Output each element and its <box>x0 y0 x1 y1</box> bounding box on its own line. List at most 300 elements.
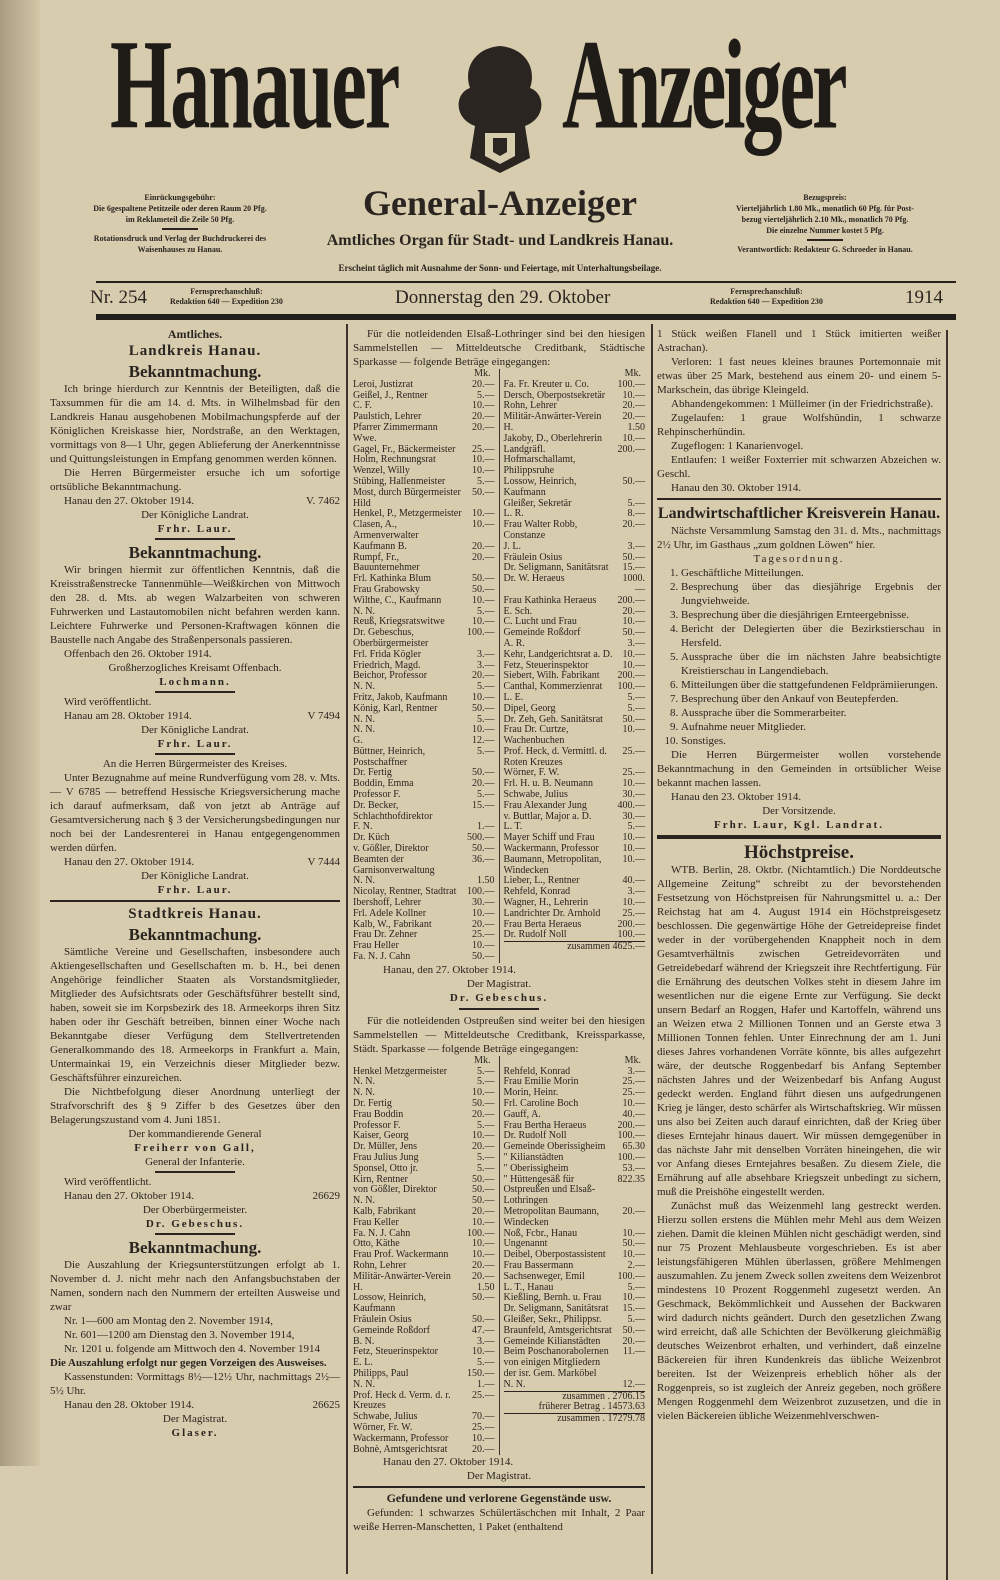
donation-row <box>504 650 646 661</box>
donations-table-east-prussia <box>353 1056 645 1455</box>
donation-row <box>353 628 495 650</box>
agenda-item: 5. Aussprache über die im nächsten Jahre beabsichtigte Kreistierschau in Langendiebach. <box>681 650 941 678</box>
donation-amount: 10.— <box>472 454 495 466</box>
donor-name: Frau Emilie Morin <box>503 1076 579 1088</box>
donation-amount: 20.— <box>622 1335 645 1347</box>
donation-amount: 20.— <box>472 1108 495 1120</box>
agenda-item: 8. Aussprache über die Sommerarbeiter. <box>681 706 941 720</box>
donation-amount: 10.— <box>472 1087 495 1099</box>
donation-amount: 50.— <box>472 1195 495 1207</box>
donation-amount: 30.— <box>622 789 645 801</box>
donation-amount: 100.— <box>467 627 495 639</box>
verein-signature: Frhr. Laur, Kgl. Landrat. <box>714 819 884 831</box>
donor-name: Dr. Rudolf Noll <box>503 929 567 941</box>
donor-name: H. <box>353 1281 363 1293</box>
donation-row <box>353 855 495 877</box>
donor-name: Gleißer, Sekretär <box>503 497 572 509</box>
donor-name: N. N. <box>353 1378 375 1390</box>
donor-name: " Oberissigheim <box>503 1162 569 1174</box>
donor-name: Pfarrer Zimmermann Wwe. <box>353 421 438 444</box>
organ-line: Amtliches Organ für Stadt- und Landkreis Hanau. <box>326 232 674 249</box>
donor-name: N. N. <box>353 724 375 736</box>
donor-name: Professor F. <box>353 1119 401 1131</box>
donation-row <box>353 747 495 769</box>
donor-name: Wörner, Fr. W. <box>353 1421 413 1433</box>
divider <box>155 1233 235 1235</box>
donation-row <box>504 930 646 941</box>
notice-date: Offenbach den 26. Oktober 1914. <box>64 648 212 660</box>
donation-row <box>504 1272 646 1283</box>
column-donations <box>353 327 645 1534</box>
donation-row <box>353 1218 495 1229</box>
column-rule <box>651 324 653 1574</box>
donation-row <box>504 855 646 877</box>
donation-amount: 5.— <box>477 681 495 693</box>
donation-row <box>504 520 646 542</box>
notice-signature: Freiherr von Gall, <box>134 1142 256 1154</box>
donations-signature: Dr. Gebeschus. <box>449 991 549 1004</box>
donor-name: Noß, Fcbr., Hanau <box>503 1227 578 1239</box>
donor-name: E. Sch. <box>503 605 533 617</box>
donation-amount: 1.— <box>477 1378 495 1390</box>
notice-office: Der kommandierende General <box>128 1128 262 1140</box>
donation-amount: 100.— <box>467 1227 495 1239</box>
issue-row <box>90 287 960 313</box>
notice-paragraph: Sämtliche Vereine und Gesellschaften, insbesondere auch Aktiengesellschaften und Gesellschaften m. b. H., bei denen Angehörige feindlicher Staaten als Vorstandsmitglieder, Mitglieder des Aufsichtsrats oder Geschäftsführer bestellt sind, haben, soweit sie im Korpsbezirk des 18. Armeekorps ihren Sitz haben oder ihr Geschäft betreiben, binnen einer Woche nach Bekanntgabe dieser Verfügung dem Stellvertretenden Generalkommando des 18. Armeekorps in Frankfurt a. Main, Untermainkai 19, ein Verzeichnis dieser Mitglieder bezw. Geschäftsführer einzureichen. <box>50 946 340 1084</box>
divider <box>657 835 941 839</box>
donation-amount: 20.— <box>622 411 645 423</box>
title-hanauer: Hanauer <box>110 15 399 157</box>
lost-found-item: 1 Stück weißen Flanell und 1 Stück imitierten weißer Astrachan). <box>657 328 941 354</box>
donation-row <box>504 412 646 423</box>
donation-amount: 20.— <box>472 1259 495 1271</box>
donation-amount: 10.— <box>622 1227 645 1239</box>
donor-name: N. N. <box>353 1195 375 1207</box>
notice-date: Hanau den 27. Oktober 1914. <box>64 856 195 868</box>
donation-amount: 5.— <box>627 1313 645 1325</box>
verein-intro: Nächste Versammlung Samstag den 31. d. Mts., nachmittags 2½ Uhr, im Gasthaus „zum goldnen Löwen“ hier. <box>657 525 941 551</box>
notice-paragraph: Die Herren Bürgermeister ersuche ich um sofortige ortsübliche Bekanntmachung. <box>50 467 340 493</box>
coat-of-arms-icon <box>445 38 555 178</box>
donation-row <box>504 1164 646 1175</box>
donor-name: Kalb, Fabrikant <box>353 1205 416 1217</box>
donation-amount: 8.— <box>627 508 645 520</box>
verein-date: Hanau den 23. Oktober 1914. <box>671 791 802 803</box>
unit-label: Mk. <box>624 368 641 379</box>
donation-amount: 100.— <box>467 886 495 898</box>
donation-amount: 25.— <box>622 907 645 919</box>
notice-note: Die Auszahlung erfolgt nur gegen Vorzeigen des Ausweises. <box>50 1357 327 1369</box>
lost-found-item: Abhandengekommen: 1 Mülleimer (in der Friedrichstraße). <box>671 398 934 410</box>
notice-paragraph: Die Nichtbefolgung dieser Anordnung unterliegt der Strafvorschrift des § 9 Ziffer b des Gesetzes über den Belagerungszustand vom 4. Juni 1851. <box>50 1086 340 1126</box>
donations-total: zusammen . 17279.78 <box>504 1413 646 1425</box>
notice-signature: Frhr. Laur. <box>157 884 233 896</box>
donation-amount: 10.— <box>622 843 645 855</box>
notice-addressee: An die Herren Bürgermeister des Kreises. <box>102 758 288 770</box>
donation-amount: 200.— <box>617 443 645 455</box>
donor-name: Frau Heller <box>353 940 399 952</box>
donation-amount: 10.— <box>622 389 645 401</box>
donation-amount: 25.— <box>472 1421 495 1433</box>
advert-rate-line: im Reklameteil die Zeile 50 Pfg. <box>125 215 235 224</box>
donor-name: Frl. Frida Kögler <box>353 648 422 660</box>
donations-total: zusammen 4625.— <box>504 941 646 953</box>
donation-amount: 200.— <box>617 670 645 682</box>
issue-number: Nr. 254 <box>90 287 147 308</box>
donor-name: Kalb, W., Fabrikant <box>353 918 432 930</box>
donation-amount: 25.— <box>622 767 645 779</box>
donation-amount: 100.— <box>617 929 645 941</box>
divider <box>96 281 956 283</box>
donor-name: Professor F. <box>353 789 401 801</box>
donor-name: Boddin, Emma <box>353 778 414 790</box>
donation-row <box>504 499 646 510</box>
advert-rates-heading: Einrückungsgebühr: <box>144 193 216 202</box>
donor-name: N. N. <box>353 681 375 693</box>
donor-name: Philipps, Paul <box>353 1367 409 1379</box>
donation-row <box>353 1293 495 1315</box>
agenda-title: Tagesordnung. <box>753 553 845 565</box>
notice-date: Hanau den 27. Oktober 1914. <box>64 495 195 507</box>
printer-line: Waisenhauses zu Hanau. <box>137 245 223 254</box>
title-anzeiger: Anzeiger <box>562 15 845 157</box>
donor-name: L. R. <box>503 508 524 520</box>
donor-name: Landrichter Dr. Arnhold <box>503 907 601 919</box>
donation-row <box>504 812 646 823</box>
subscription-heading: Bezugspreis: <box>803 193 847 202</box>
divider <box>96 314 956 320</box>
donor-name: Dr. Gebeschus, Oberbürgermeister <box>353 627 429 649</box>
donation-amount: 100.— <box>617 681 645 693</box>
donation-row <box>504 434 646 445</box>
donation-row <box>504 542 646 553</box>
donor-name: Fa. N. J. Cahn <box>353 951 411 963</box>
donation-amount: 5.— <box>627 821 645 833</box>
donor-name: Rehfeld, Konrad <box>503 1065 571 1077</box>
phone-label: Fernsprechanschluß: <box>190 287 263 296</box>
donor-name: Frl. Adele Kollner <box>353 907 427 919</box>
donor-name: Henkel Metzgermeister <box>353 1065 448 1077</box>
donor-name: Schwabe, Julius <box>503 789 568 801</box>
donor-name: Fa. N. J. Cahn <box>353 1227 411 1239</box>
donation-amount: 50.— <box>472 1098 495 1110</box>
donor-name: Fräulein Osius <box>353 1313 412 1325</box>
donation-amount: 15.— <box>622 1303 645 1315</box>
donation-amount: 3.— <box>477 659 495 671</box>
donation-amount: 10.— <box>622 659 645 671</box>
agenda-list <box>657 566 941 748</box>
notice-office: Der Königliche Landrat. <box>141 509 249 521</box>
donor-name: Büttner, Heinrich, Postschaffner <box>353 745 426 768</box>
donation-amount: 5.— <box>477 1076 495 1088</box>
donor-name: Frau Grabowsky <box>353 583 420 595</box>
donation-amount: 1.— <box>477 821 495 833</box>
divider <box>155 538 235 540</box>
donation-amount: 5.— <box>627 691 645 703</box>
unit-label: Mk. <box>474 368 491 379</box>
divider <box>155 691 235 693</box>
donor-name: Geißel, J., Rentner <box>353 389 428 401</box>
donation-row <box>353 542 495 553</box>
notice-date: Hanau am 28. Oktober 1914. <box>64 710 192 722</box>
donor-name: Frau Dr. Zehner <box>353 929 418 941</box>
divider <box>162 228 198 230</box>
donor-name: Stübing, Hallenmeister <box>353 475 446 487</box>
stadtkreis-heading: Stadtkreis Hanau. <box>128 906 262 922</box>
donation-amount: 200.— <box>617 594 645 606</box>
lost-found-heading: Gefundene und verlorene Gegenstände usw. <box>386 1491 612 1506</box>
notice-heading: Bekanntmachung. <box>128 1238 262 1257</box>
donor-name: Wilthe, C., Kaufmann <box>353 594 442 606</box>
verein-closing: Die Herren Bürgermeister wollen vorstehende Bekanntmachung in den Gemeinden in ortsüblicher Weise bekannt machen lassen. <box>657 749 941 789</box>
donation-amount: 3.— <box>627 886 645 898</box>
donation-amount: 50.— <box>472 702 495 714</box>
donor-name: Deibel, Oberpostassistent <box>503 1249 606 1261</box>
donation-row <box>353 704 495 715</box>
donation-amount: 30.— <box>622 810 645 822</box>
donor-name: Dr. Seligmann, Sanitätsrat <box>503 1303 609 1315</box>
published-note: Wird veröffentlicht. <box>64 696 152 708</box>
donation-amount: 20.— <box>472 540 495 552</box>
editor-line: Verantwortlich: Redakteur G. Schroeder in Hanau. <box>737 245 913 254</box>
donation-amount: 25.— <box>472 929 495 941</box>
notice-office: Großherzogliches Kreisamt Offenbach. <box>108 662 282 674</box>
donor-name: Militär-Anwärter-Verein <box>353 1270 451 1282</box>
notice-date: Hanau den 27. Oktober 1914. <box>64 1190 195 1202</box>
donor-name: Kehr, Landgerichtsrat a. D. <box>503 648 613 660</box>
column-official <box>50 327 340 1440</box>
donation-amount: 50.— <box>472 843 495 855</box>
donor-name: " Kilianstädten <box>503 1152 564 1163</box>
donor-name: Fetz, Steuerinspektor <box>503 659 589 671</box>
donation-amount: 10.— <box>622 832 645 844</box>
donation-row <box>353 1110 495 1121</box>
donation-row <box>353 801 495 823</box>
donor-name: Paulstich, Lehrer <box>353 411 422 423</box>
donation-amount: 100.— <box>617 1130 645 1142</box>
notice-rank: General der Infanterie. <box>145 1156 245 1168</box>
donation-amount: 2.— <box>627 1259 645 1271</box>
payment-schedule-line: Nr. 601—1200 am Dienstag den 3. November 1914, <box>64 1329 295 1341</box>
donor-name: Ibershoff, Lehrer <box>353 897 422 909</box>
donor-name: Ungenannt <box>503 1238 548 1250</box>
donor-name: J. L. <box>503 540 521 552</box>
donation-row <box>353 1434 495 1445</box>
donor-name: Dr. Seligmann, Sanitätsrat <box>503 562 609 574</box>
published-note: Wird veröffentlicht. <box>64 1176 152 1188</box>
donor-name: Clasen, A., Armenverwalter <box>353 519 419 541</box>
donation-amount: 50.— <box>472 1292 495 1304</box>
verein-heading: Landwirtschaftlicher Kreisverein Hanau. <box>657 505 941 522</box>
donor-name: Henkel, P., Metzgermeister <box>353 508 462 520</box>
donation-row <box>504 682 646 693</box>
donor-name: N. N. <box>353 1087 375 1099</box>
donation-amount: 50.— <box>472 486 495 498</box>
notice-office: Der Oberbürgermeister. <box>142 1204 248 1216</box>
notice-paragraph: Unter Bezugnahme auf meine Rundverfügung vom 28. v. Mts. — V 6785 — betreffend Hessische Kriegsversicherung mache ich darauf aufmerksam, daß von jetzt ab Anträge auf Gesamtversicherung nach § 3 der Versicherungsbedingungen nur noch bei der Landesrenterei in Hanau entgegengenommen werden dürfen. <box>50 772 340 854</box>
divider <box>155 1171 235 1173</box>
notice-signature: Glaser. <box>171 1427 219 1439</box>
donor-name: N. N. <box>353 713 375 725</box>
donation-row <box>353 650 495 661</box>
donor-name: G. <box>353 735 363 747</box>
donation-amount: 1000.— <box>622 573 645 595</box>
notice-heading: Bekanntmachung. <box>128 362 262 381</box>
donor-name: Kaufmann B. <box>353 540 407 552</box>
donor-name: Holm, Rechnungsrat <box>353 454 436 466</box>
donor-name: Frau Prof. Wackermann <box>353 1249 449 1261</box>
donation-amount: 1.50 <box>477 875 495 887</box>
lost-found-date: Hanau den 30. Oktober 1914. <box>671 482 802 494</box>
donation-row <box>504 574 646 596</box>
donation-amount: 10.— <box>472 907 495 919</box>
donor-name: Kaiser, Georg <box>353 1130 409 1142</box>
notice-ref: V 7444 <box>307 856 340 868</box>
donation-row <box>353 1380 495 1391</box>
donor-name: N. N. <box>353 605 375 617</box>
subtitle: General-Anzeiger <box>363 183 637 223</box>
prices-heading: Höchstpreise. <box>744 842 854 863</box>
donor-name: L. T. <box>503 821 523 833</box>
phone-left <box>170 287 283 307</box>
donation-amount: 50.— <box>622 713 645 725</box>
donation-row <box>353 1445 495 1456</box>
donor-name: Rehfeld, Konrad <box>503 886 571 898</box>
donor-name: F. N. <box>353 821 373 833</box>
donation-amount: 15.— <box>622 562 645 574</box>
donor-name: Gemeinde Roßdorf <box>353 1324 430 1336</box>
agenda-item: 2. Besprechung über das diesjährige Ergebnis der Jungviehweide. <box>681 580 941 608</box>
landkreis-heading: Landkreis Hanau. <box>128 343 262 359</box>
agenda-item: 1. Geschäftliche Mitteilungen. <box>681 566 941 580</box>
donor-name: Gleißer, Sekr., Philippsr. <box>503 1313 602 1325</box>
donation-amount: 200.— <box>617 1119 645 1131</box>
verein-office: Der Vorsitzende. <box>762 805 836 817</box>
donor-name: Dr. Fertig <box>353 1098 392 1110</box>
donor-name: Bohnè, Amtsgerichtsrat <box>353 1443 448 1455</box>
donor-name: König, Karl, Rentner <box>353 702 438 714</box>
donor-name: Fräulein Osius <box>503 551 563 563</box>
prices-paragraph: WTB. Berlin, 28. Oktbr. (Nichtamtlich.) Die Norddeutsche Allgemeine Zeitung“ schreibt zu der bevorstehenden Festsetzung von Höchstpreisen für Nahrungsmittel u. a.: Der Reichstag hat am 4. August 1914 ein Höchstpreisgesetz beschlossen. Die gegenwärtige Höhe der Getreidepreise findet weder in der vorübergehenden Knappheit noch in dem Gesamtverhältnis zwischen Getreidevorräten und Getreidebedarf während der Kriegszeit ihre Rechtfertigung. Für die Ernährung des deutschen Volkes steht in diesem Jahre im wesentlichen nur die eigene Ernte zur Verfügung. Sie deckt unsern Bedarf an Roggen, Hafer und Kartoffeln, während uns an Weizen etwa 2 Millionen Tonnen und an Gerste etwa 3 Millionen Tonnen fehlen. Unter Einrechnung der am 1. Juni dieses Jahres vorhandenen Vorräte könnte, bis alles aufgezehrt wäre, der deutsche Roggenbedarf bis Anfang September nächsten Jahres und der Weizenbedarf bis Anfang August gedeckt werden. England führt diesen uns aufgedrungenen Krieg je länger, desto schärfer als Wirtschaftskrieg. Wir müssen uns also bei Zeiten auch darauf einrichten, daß der Krieg über dieses Erntejahr hinaus dauert. Wir müssen demgegenüber in das nächste Jahr mit denselben Vorräten hineingehen, die wir vor Anfang dieses Erntejahres besaßen. Zu diesem Ziele, die Ernährung auf alle absehbare Kriegszeit unbedingt zu sichern, muß die Preishöhe eingestellt werden. <box>657 864 941 1198</box>
section-heading: Amtliches. <box>167 327 223 341</box>
donation-amount: 3.— <box>477 648 495 660</box>
donation-amount: 5.— <box>477 1065 495 1077</box>
donor-name: Metropolitan Baumann, Windecken <box>503 1205 600 1228</box>
donation-amount: 10.— <box>472 508 495 520</box>
donor-name: B. N. <box>353 1335 375 1347</box>
donor-name: Most, durch Bürgermeister Hild <box>353 486 461 509</box>
lost-found-item: Zugeflogen: 1 Kanarienvogel. <box>671 440 804 452</box>
donation-row <box>504 477 646 499</box>
divider <box>353 1486 645 1488</box>
donor-name: N. N. <box>503 1378 526 1390</box>
donation-amount: 50.— <box>622 627 645 639</box>
donor-name: Mayer Schiff und Frau <box>503 832 595 844</box>
donor-name: Reuß, Kriegsratswitwe <box>353 616 445 628</box>
donor-name: Sponsel, Otto jr. <box>353 1162 419 1174</box>
donor-name: N. N. <box>353 875 375 887</box>
donor-name: Rumpf, Fr., Bauunternehmer <box>353 551 420 574</box>
donations-office: Der Magistrat. <box>466 1470 532 1483</box>
donation-amount: 10.— <box>622 897 645 909</box>
donation-amount: 53.— <box>622 1162 645 1174</box>
donor-name: Gemeinde Oberissigheim <box>503 1141 606 1153</box>
agenda-item: 3. Besprechung über die diesjährigen Ernteergebnisse. <box>681 608 941 622</box>
advert-rate-line: Die 6gespaltene Petitzeile oder deren Raum 20 Pfg. <box>93 204 267 213</box>
notice-signature: Dr. Gebeschus. <box>145 1218 245 1230</box>
donations-date: Hanau, den 27. Oktober 1914. <box>383 963 516 976</box>
donor-name: Dr. Rudolf Noll <box>503 1130 567 1142</box>
donation-row <box>353 1164 495 1175</box>
notice-heading: Bekanntmachung. <box>128 925 262 944</box>
donation-amount: 5.— <box>477 1162 495 1174</box>
unit-label: Mk. <box>624 1054 641 1066</box>
notice-ref: 26629 <box>312 1190 340 1202</box>
donor-name: Sachsenweger, Emil <box>503 1270 585 1282</box>
donation-amount: 50.— <box>622 1238 645 1250</box>
subscription-line: Vierteljährlich 1.80 Mk., monatlich 60 Pfg. für Post- <box>736 204 914 213</box>
donor-name: von Gößler, Direktor <box>353 1184 437 1196</box>
donor-name: Kießling, Bernh. u. Frau <box>503 1292 602 1304</box>
donation-amount: 50.— <box>622 475 645 487</box>
donation-amount: 10.— <box>622 1292 645 1304</box>
donation-amount: 25.— <box>472 443 495 455</box>
donor-name: A. R. <box>503 637 525 649</box>
donation-amount: 36.— <box>472 853 495 865</box>
donation-amount: 40.— <box>622 875 645 887</box>
column-announcements <box>657 327 941 1423</box>
donation-amount: 10.— <box>472 1249 495 1261</box>
donation-amount: 50.— <box>472 951 495 963</box>
notice-signature: Lochmann. <box>159 676 231 688</box>
notice-date: Hanau den 28. Oktober 1914. <box>64 1399 195 1411</box>
donor-name: Frau Walter Robb, Constanze <box>503 519 578 541</box>
donor-name: Prof. Heck d. Verm. d. r. Kreuzes <box>353 1389 451 1412</box>
donation-amount: 10.— <box>622 724 645 736</box>
notice-paragraph: Die Auszahlung der Kriegsunterstützungen erfolgt ab 1. November d. J. nicht mehr nach den Anfangsbuchstaben der Namen, sondern nach den Nummern der erteilten Ausweise und zwar <box>50 1259 340 1313</box>
donor-name: Braunfeld, Amtsgerichtsrat <box>503 1324 612 1336</box>
donation-row <box>504 1175 646 1207</box>
donor-name: Fritz, Jakob, Kaufmann <box>353 691 448 703</box>
donation-amount: 10.— <box>472 691 495 703</box>
column-rule <box>346 324 348 1574</box>
donation-amount: 20.— <box>472 551 495 563</box>
donor-name: L. E. <box>503 691 524 703</box>
donation-amount: 500.— <box>467 832 495 844</box>
payment-schedule-line: Nr. 1—600 am Montag den 2. November 1914, <box>64 1315 273 1327</box>
donations-subtotal: zusammen . 2706.15 <box>504 1391 646 1403</box>
donation-amount: 20.— <box>622 1205 645 1217</box>
donor-name: " Hüttengesäß für Ostpreußen und Elsaß-Lothringen <box>503 1173 596 1207</box>
donation-amount: 822.35 <box>617 1173 645 1185</box>
donor-name: C. Lucht und Frau <box>503 616 577 628</box>
donation-amount: 25.— <box>622 1076 645 1088</box>
phone-right <box>710 287 823 307</box>
donation-amount: 10.— <box>622 616 645 628</box>
donation-amount: 10.— <box>472 1346 495 1358</box>
donation-amount: 3.— <box>477 1335 495 1347</box>
donation-amount: 3.— <box>627 637 645 649</box>
donation-amount: 50.— <box>472 583 495 595</box>
donation-amount: 400.— <box>617 799 645 811</box>
donor-name: Wagner, H., Lehrerin <box>503 897 589 909</box>
donor-name: Gemeinde Kilianstädten <box>503 1335 601 1347</box>
donor-name: Morin, Heinr. <box>503 1087 559 1099</box>
donation-row <box>504 445 646 477</box>
agenda-item: 4. Bericht der Delegierten über die Bezirkstierschau in Hersfeld. <box>681 622 941 650</box>
office-hours: Kassenstunden: Vormittags 8½—12½ Uhr, nachmittags 2½—5½ Uhr. <box>50 1371 340 1397</box>
donation-amount: 100.— <box>617 1270 645 1282</box>
